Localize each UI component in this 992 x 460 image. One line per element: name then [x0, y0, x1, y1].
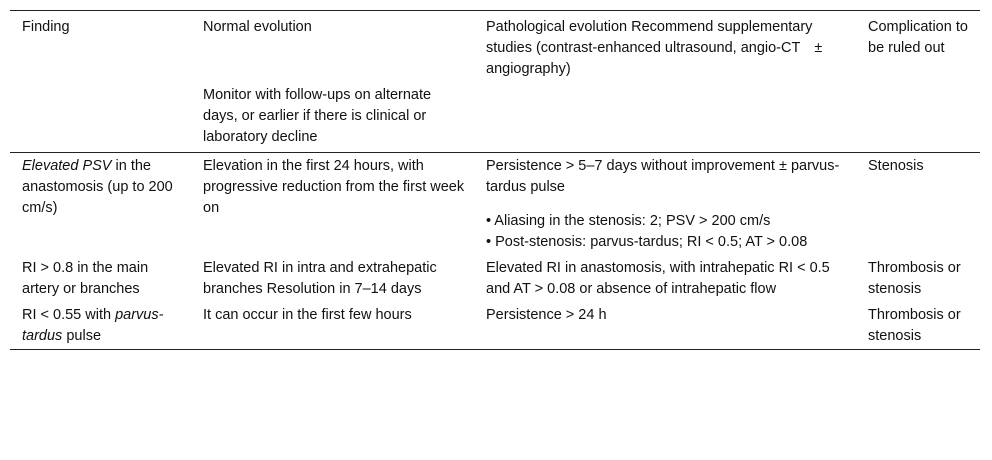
table-row [10, 255, 980, 302]
finding-emphasis: parvus-tardus [22, 307, 164, 344]
cell-pathological: Persistence > 5–7 days without improvement ± parvus-tardus pulse • Aliasing in the stenosis: 2; PSV > 200 cm/s • Post-stenosis: parvus-tardus; RI < 0.5; AT > 0.08 [474, 153, 856, 256]
cell-complication: Thrombosis or stenosis [856, 302, 980, 350]
cell-complication: Thrombosis or stenosis [868, 260, 961, 297]
cell-finding: Elevated PSV in the anastomosis (up to 200 cm/s) [22, 158, 173, 216]
finding-emphasis: Elevated PSV [22, 158, 112, 174]
bullet-post-stenosis: • Post-stenosis: parvus-tardus; RI < 0.5; AT > 0.08 [486, 234, 808, 250]
table-row [10, 302, 980, 350]
cell-pathological: Elevated RI in anastomosis, with intrahepatic RI < 0.5 and AT > 0.08 or absence of intrahepatic flow [486, 260, 830, 297]
header-row [10, 11, 980, 83]
cell-finding: RI > 0.8 in the main artery or branches [22, 260, 149, 297]
cell-complication: Stenosis [868, 158, 924, 174]
bullet-aliasing: • Aliasing in the stenosis: 2; PSV > 200 cm/s [486, 213, 771, 229]
header-normal-evolution: Normal evolution [191, 11, 474, 83]
cell-normal: Elevation in the first 24 hours, with progressive reduction from the first week on [203, 158, 465, 216]
header-finding: Finding [10, 11, 191, 83]
header-monitoring-note: Monitor with follow-ups on alternate days, or earlier if there is clinical or laboratory decline [191, 82, 474, 153]
cell-pathological: Persistence > 24 h [474, 302, 856, 350]
header-pathological-evolution: Pathological evolution Recommend supplementary studies (contrast-enhanced ultrasound, angio-CT ±angiography) [474, 11, 856, 83]
cell-normal: It can occur in the first few hours [191, 302, 474, 350]
cell-normal: Elevated RI in intra and extrahepatic branches Resolution in 7–14 days [203, 260, 437, 297]
header-subrow [10, 82, 980, 153]
cell-finding: RI < 0.55 with parvus-tardus pulse [10, 302, 191, 350]
header-complication: Complication to be ruled out [856, 11, 980, 83]
findings-table [10, 10, 980, 350]
table-row [10, 153, 980, 256]
